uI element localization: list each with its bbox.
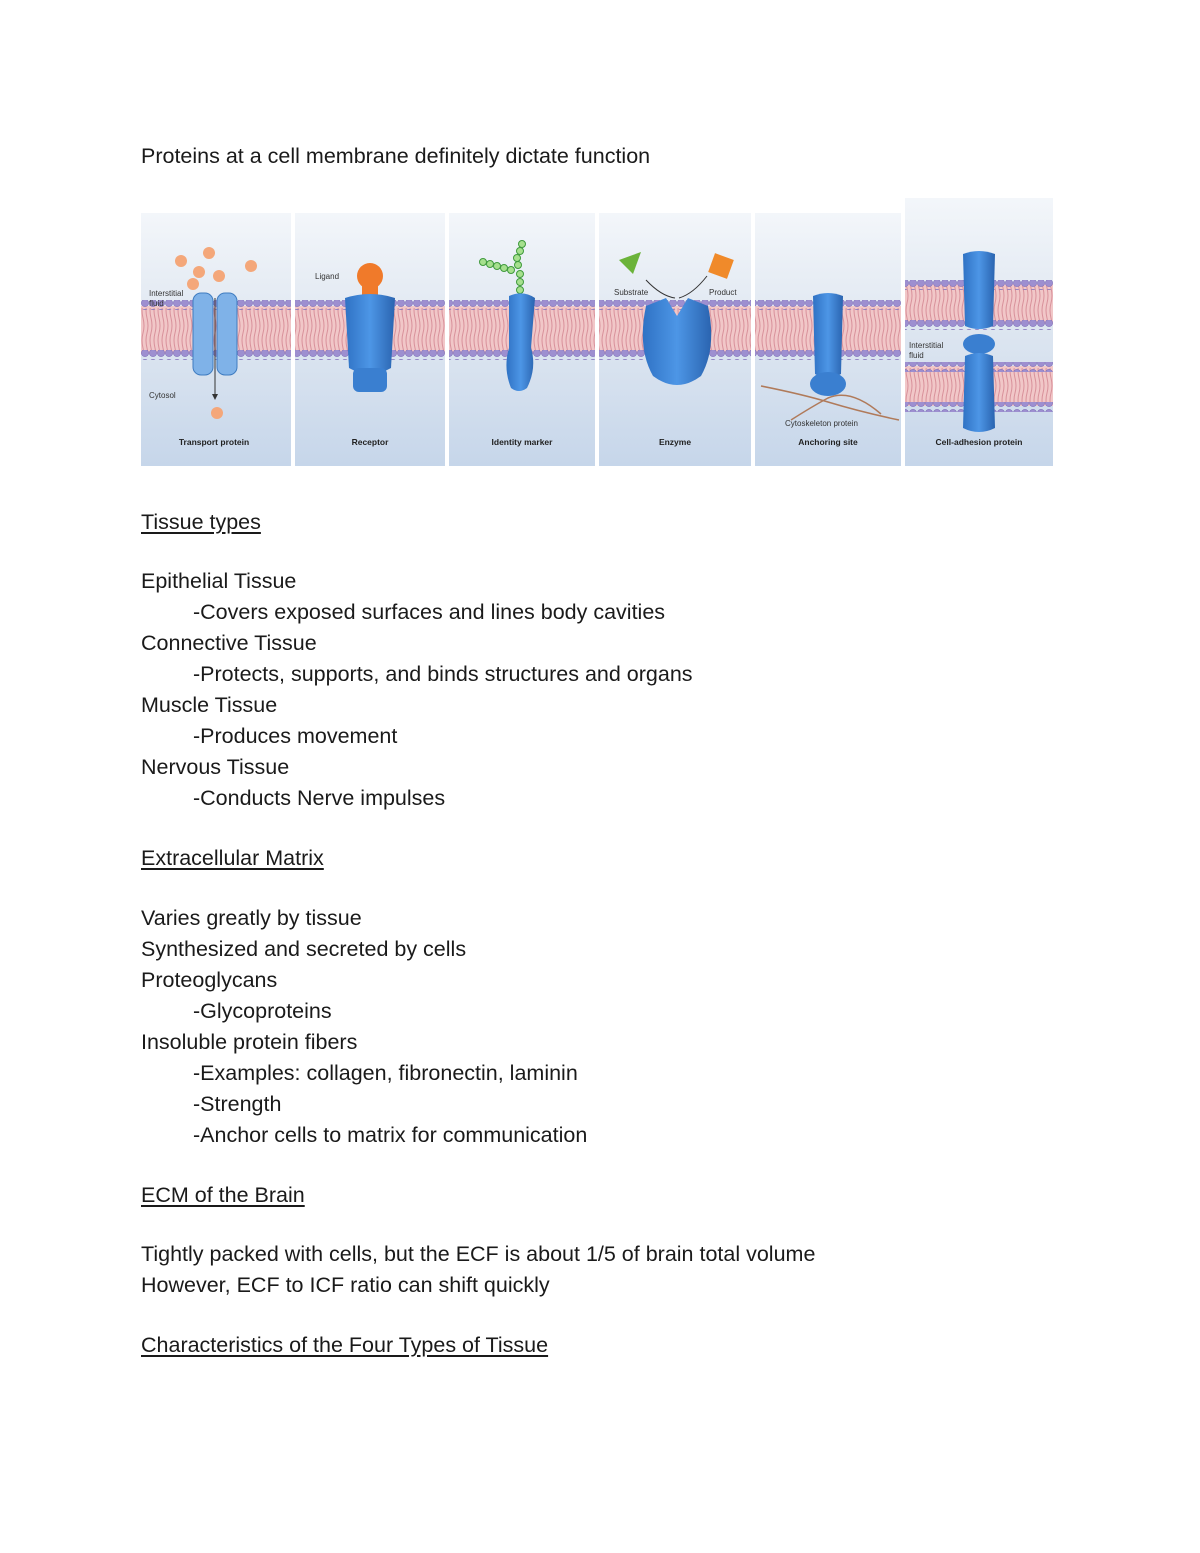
note-cytosol: Cytosol bbox=[149, 391, 176, 400]
ecm-fiber-detail-1: -Examples: collagen, fibronectin, laminin bbox=[193, 1061, 578, 1085]
note-product: Product bbox=[709, 288, 737, 297]
ecm-fiber-detail-3: -Anchor cells to matrix for communication bbox=[193, 1123, 588, 1147]
label-cell-adhesion-protein: Cell-adhesion protein bbox=[935, 437, 1023, 447]
label-anchoring-site: Anchoring site bbox=[798, 437, 858, 447]
cell-adhesion-protein bbox=[963, 251, 995, 432]
note-interstitial-1a: Interstitial bbox=[149, 289, 184, 298]
intro-text: Proteins at a cell membrane definitely dictate function bbox=[141, 144, 651, 168]
note-interstitial-1b: fluid bbox=[149, 299, 164, 308]
note-interstitial-6a: Interstitial bbox=[909, 341, 944, 350]
membrane-proteins-figure bbox=[141, 198, 1053, 466]
brain-heading: ECM of the Brain bbox=[141, 1183, 305, 1207]
tissue-epithelial: Epithelial Tissue bbox=[141, 569, 297, 593]
tissue-nervous: Nervous Tissue bbox=[141, 755, 290, 779]
tissue-muscle: Muscle Tissue bbox=[141, 693, 278, 717]
ecm-proteoglycan-detail: -Glycoproteins bbox=[193, 999, 332, 1023]
note-cytoskeleton: Cytoskeleton protein bbox=[785, 419, 858, 428]
ecm-line-2: Synthesized and secreted by cells bbox=[141, 937, 467, 961]
tissue-connective: Connective Tissue bbox=[141, 631, 317, 655]
label-identity-marker: Identity marker bbox=[491, 437, 553, 447]
tissue-nervous-detail: -Conducts Nerve impulses bbox=[193, 786, 446, 810]
ecm-fibers: Insoluble protein fibers bbox=[141, 1030, 358, 1054]
label-enzyme: Enzyme bbox=[658, 437, 692, 447]
ecm-heading: Extracellular Matrix bbox=[141, 846, 324, 870]
characteristics-heading: Characteristics of the Four Types of Tissue bbox=[141, 1333, 549, 1357]
brain-line-1: Tightly packed with cells, but the ECF is about 1/5 of brain total volume bbox=[141, 1242, 816, 1266]
ecm-fiber-detail-2: -Strength bbox=[193, 1092, 282, 1116]
note-substrate: Substrate bbox=[614, 288, 649, 297]
ecm-line-1: Varies greatly by tissue bbox=[141, 906, 362, 930]
label-receptor: Receptor bbox=[351, 437, 389, 447]
note-ligand: Ligand bbox=[315, 272, 340, 281]
note-interstitial-6b: fluid bbox=[909, 351, 924, 360]
tissue-types-heading: Tissue types bbox=[141, 510, 261, 534]
brain-line-2: However, ECF to ICF ratio can shift quickly bbox=[141, 1273, 550, 1297]
ecm-line-3: Proteoglycans bbox=[141, 968, 278, 992]
tissue-connective-detail: -Protects, supports, and binds structures and organs bbox=[193, 662, 693, 686]
tissue-epithelial-detail: -Covers exposed surfaces and lines body cavities bbox=[193, 600, 666, 624]
tissue-muscle-detail: -Produces movement bbox=[193, 724, 398, 748]
label-transport-protein: Transport protein bbox=[178, 437, 250, 447]
